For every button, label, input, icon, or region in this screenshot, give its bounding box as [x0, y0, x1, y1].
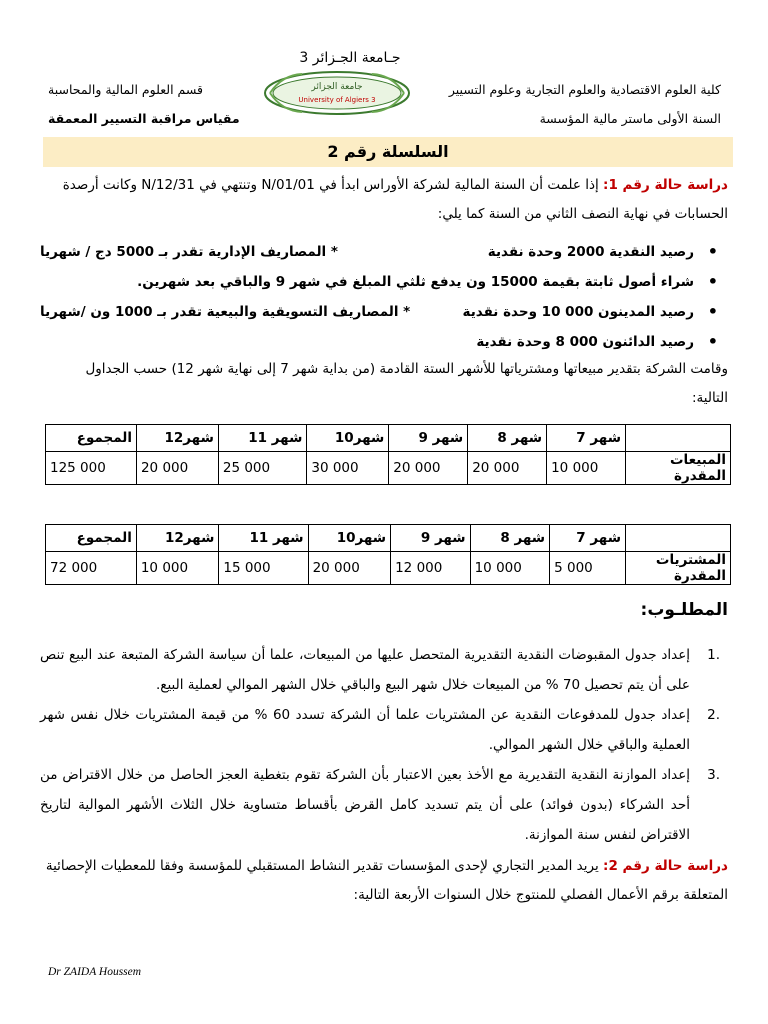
table-cell: 12 000: [391, 552, 471, 585]
bullet-text: شراء أصول ثابتة بقيمة 15000 ون يدفع ثلثي المبلغ في شهر 9 والباقي بعد شهرين.: [137, 274, 694, 290]
case1-intro-line1: إذا علمت أن السنة المالية لشركة الأوراس ابدأ في N/01/01 وتنتهي في N/12/31 وكانت أرصدة: [62, 177, 599, 193]
bullet-text: رصيد الدائنون 000 8 وحدة نقدية: [476, 334, 694, 350]
table-cell: 20 000: [308, 552, 391, 585]
table-header-cell: شهر 8: [468, 425, 547, 452]
balances-list: [40, 237, 720, 357]
list-item: [40, 327, 720, 357]
item-number: 3.: [707, 767, 720, 783]
case2-label: دراسة حالة رقم 2:: [603, 858, 728, 874]
table-header-cell: شهر10: [307, 425, 389, 452]
requirements-title: المطلـوب:: [640, 600, 728, 620]
university-logo: [262, 70, 412, 116]
table-header-cell: شهر 9: [389, 425, 468, 452]
forecast-line1: وقامت الشركة بتقدير مبيعاتها ومشترياتها للأشهر الستة القادمة (من بداية شهر 7 إلى نهاية شهر 12) حسب الجداول: [85, 361, 728, 377]
logo-ar-text: جامعة الجزائر: [311, 82, 363, 92]
table-header-cell: شهر12: [136, 425, 218, 452]
table-row: [46, 452, 731, 485]
table-cell: 125 000: [46, 452, 137, 485]
list-item: [40, 297, 720, 327]
requirements-list: [40, 640, 720, 850]
author-footer: Dr ZAIDA Houssem: [48, 966, 142, 978]
list-item: [40, 640, 720, 700]
table-header-cell: شهر12: [136, 525, 219, 552]
bullet-text: رصيد النقدية 2000 وحدة نقدية: [487, 244, 694, 260]
table-cell: 10 000: [136, 552, 219, 585]
case2-line1: يريد المدير التجاري لإحدى المؤسسات تقدير النشاط المستقبلي للمؤسسة وفقا للمعطيات الإحصائية: [45, 858, 599, 874]
case1-intro-line2: الحسابات في نهاية النصف الثاني من السنة كما يلي:: [437, 206, 728, 222]
faculty-name: كلية العلوم الاقتصادية والعلوم التجارية وعلوم التسيير: [448, 82, 721, 97]
forecast-intro: [38, 355, 728, 413]
case1-label: دراسة حالة رقم 1:: [603, 177, 728, 193]
table-header-cell: شهر 7: [550, 525, 626, 552]
study-year: السنة الأولى ماستر مالية المؤسسة: [539, 111, 721, 126]
forecast-line2: التالية:: [691, 390, 728, 406]
table-header-cell: شهر 9: [391, 525, 471, 552]
case1-intro: [38, 171, 728, 229]
table-header-cell: شهر 11: [219, 525, 308, 552]
department-name: قسم العلوم المالية والمحاسبة: [48, 82, 203, 97]
table-cell: 20 000: [389, 452, 468, 485]
table-header-cell: المجموع: [46, 425, 137, 452]
table-cell: 20 000: [468, 452, 547, 485]
table-row: [46, 552, 731, 585]
list-item: [40, 267, 720, 297]
table-cell: 10 000: [470, 552, 550, 585]
row-label: المشتريات المقدرة: [626, 552, 731, 585]
list-item: [40, 700, 720, 760]
purchases-table: [45, 524, 731, 585]
table-cell: 72 000: [46, 552, 137, 585]
table-header-cell: المجموع: [46, 525, 137, 552]
item-text: إعداد جدول المقبوضات النقدية التقديرية المتحصل عليها من المبيعات، علما أن سياسة الشركة المتبعة عند البيع تنص على أن يتم تحصيل 70 % من المبيعات خلال شهر البيع والباقي خلال الشهر الموالي لعملية البيع.: [40, 647, 690, 693]
table-header-cell: شهر10: [308, 525, 391, 552]
table-header-row: [46, 425, 731, 452]
bullet-side-text: * المصاريف التسويقية والبيعية تقدر بـ 1000 ون /شهريا: [40, 304, 411, 320]
item-number: 2.: [707, 707, 720, 723]
table-header-cell: [626, 425, 731, 452]
table-header-cell: شهر 8: [470, 525, 550, 552]
case2-text: [38, 852, 728, 910]
table-header-cell: [626, 525, 731, 552]
table-cell: 15 000: [219, 552, 308, 585]
table-cell: 10 000: [547, 452, 626, 485]
item-text: إعداد جدول للمدفوعات النقدية عن المشتريات علما أن الشركة تسدد 60 % من قيمة المشتريات خلال نفس شهر العملية والباقي خلال الشهر الموالي.: [40, 707, 691, 753]
table-cell: 25 000: [218, 452, 307, 485]
university-name: جـامعة الجـزائر 3: [299, 50, 401, 66]
table-header-cell: شهر 7: [547, 425, 626, 452]
row-label: المبيعات المقدرة: [626, 452, 731, 485]
series-title: السلسلة رقم 2: [43, 137, 733, 167]
list-item: [40, 237, 720, 267]
item-text: إعداد الموازنة النقدية التقديرية مع الأخذ بعين الاعتبار بأن الشركة تقوم بتغطية العجز الحاصل من خلال الاقتراض من أحد الشركاء (بدون فوائد) على أن يتم تسديد كامل القرض بأقساط متساوية خلال الثلاث الأشهر الموالية لتاريخ الاقتراض لنفس سنة الموازنة.: [40, 767, 690, 843]
logo-emblem: [262, 70, 412, 116]
table-cell: 20 000: [136, 452, 218, 485]
table-header-cell: شهر 11: [218, 425, 307, 452]
case2-line2: المتعلقة برقم الأعمال الفصلي للمنتوج خلال السنوات الأربعة التالية:: [353, 887, 728, 903]
bullet-text: رصيد المدينون 000 10 وحدة نقدية: [462, 304, 694, 320]
logo-en-text: University of Algiers 3: [298, 96, 376, 104]
table-cell: 5 000: [550, 552, 626, 585]
course-name: مقياس مراقبة التسيير المعمقة: [48, 111, 240, 126]
sales-table: [45, 424, 731, 485]
bullet-side-text: * المصاريف الإدارية تقدر بـ 5000 دج / شهريا: [40, 244, 338, 260]
table-header-row: [46, 525, 731, 552]
item-number: 1.: [707, 647, 720, 663]
table-cell: 30 000: [307, 452, 389, 485]
list-item: [40, 760, 720, 850]
